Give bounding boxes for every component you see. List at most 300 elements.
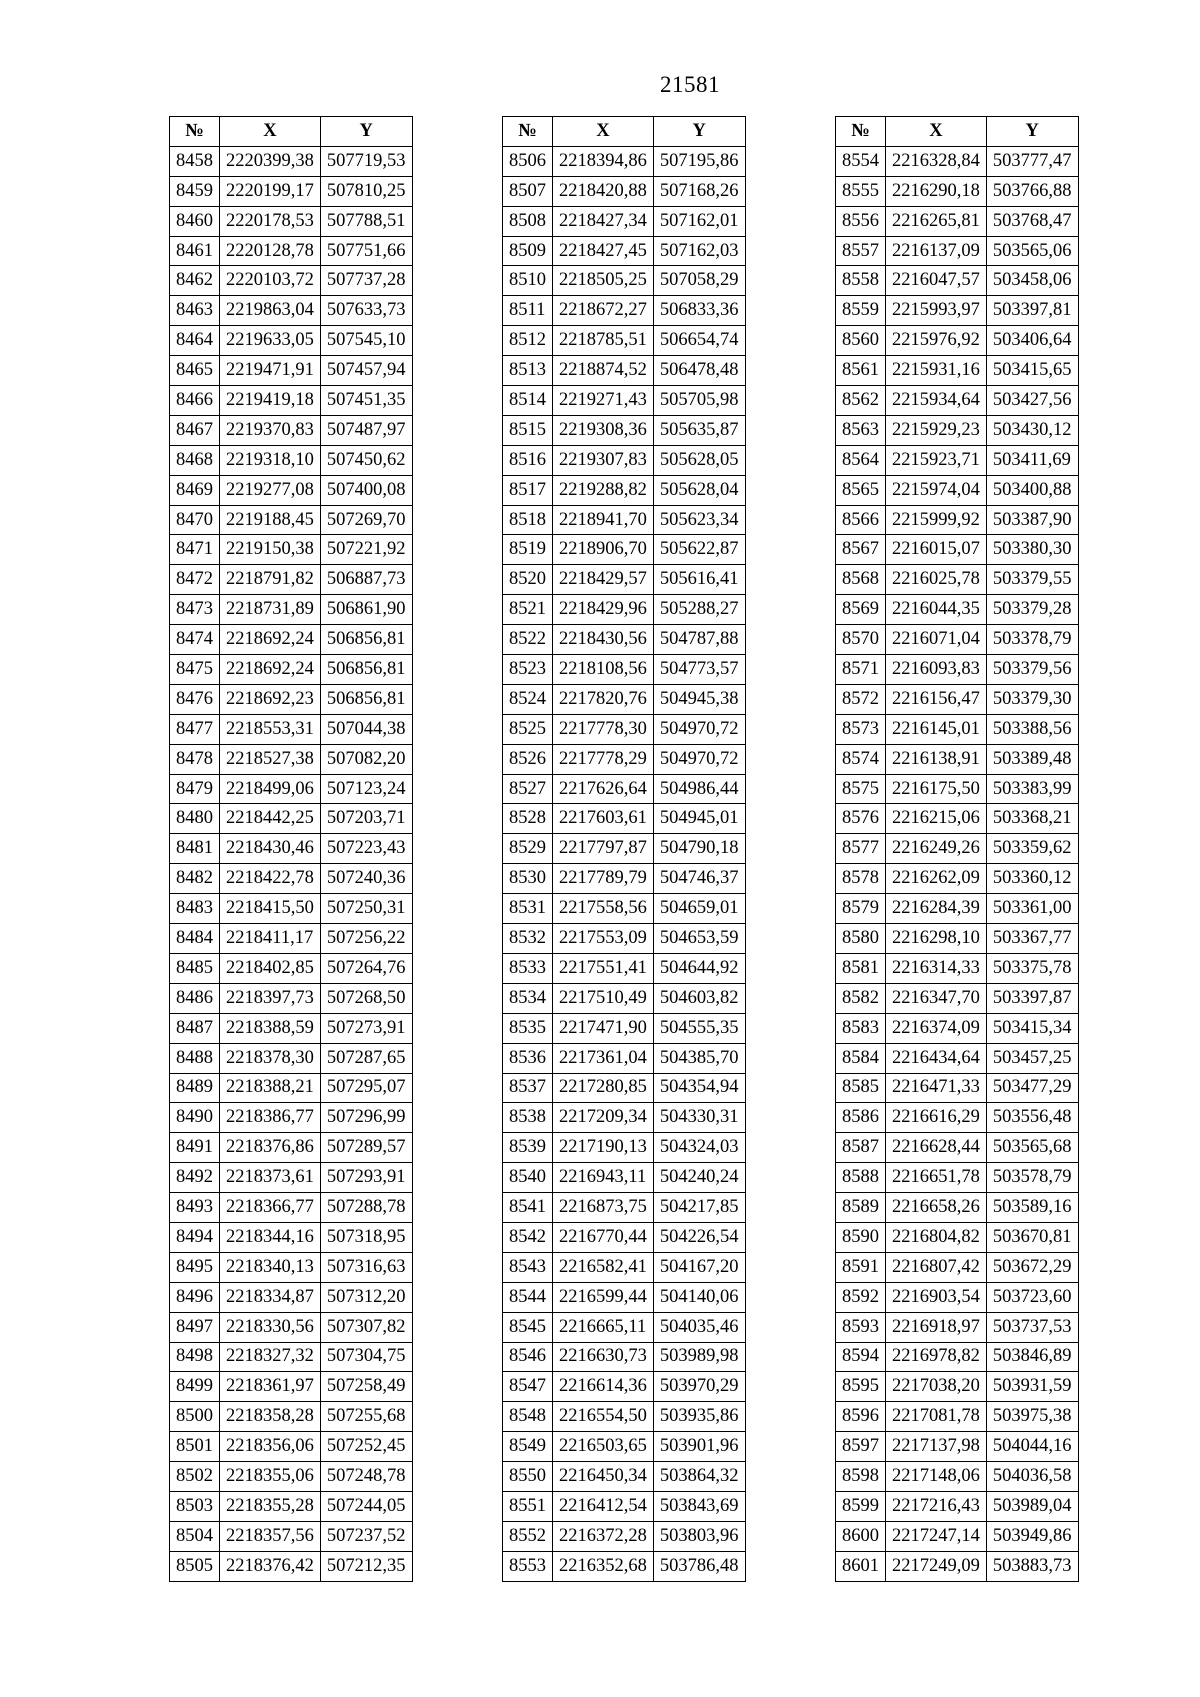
table-row xyxy=(836,1043,1079,1073)
table-row xyxy=(836,714,1079,744)
cell-number: 8518 xyxy=(503,505,553,535)
cell-number: 8549 xyxy=(503,1432,553,1462)
table-row xyxy=(836,535,1079,565)
cell-number: 8588 xyxy=(836,1163,886,1193)
cell-number: 8576 xyxy=(836,804,886,834)
cell-y: 503737,53 xyxy=(986,1312,1078,1342)
table-row xyxy=(503,1402,746,1432)
cell-y: 505705,98 xyxy=(653,386,745,416)
table-row xyxy=(170,894,413,924)
cell-number: 8462 xyxy=(170,266,220,296)
cell-y: 507296,99 xyxy=(320,1103,412,1133)
cell-x: 2217626,64 xyxy=(553,774,654,804)
cell-x: 2216156,47 xyxy=(886,684,987,714)
cell-y: 503458,06 xyxy=(986,266,1078,296)
cell-y: 505623,34 xyxy=(653,505,745,535)
cell-x: 2217190,13 xyxy=(553,1133,654,1163)
cell-number: 8562 xyxy=(836,386,886,416)
cell-x: 2219288,82 xyxy=(553,475,654,505)
cell-y: 507162,03 xyxy=(653,236,745,266)
cell-number: 8569 xyxy=(836,595,886,625)
cell-x: 2217148,06 xyxy=(886,1462,987,1492)
cell-y: 507195,86 xyxy=(653,146,745,176)
table-row xyxy=(503,1252,746,1282)
cell-y: 503379,55 xyxy=(986,565,1078,595)
cell-number: 8567 xyxy=(836,535,886,565)
cell-x: 2217249,09 xyxy=(886,1551,987,1581)
cell-y: 503975,38 xyxy=(986,1402,1078,1432)
table-row xyxy=(836,744,1079,774)
cell-number: 8550 xyxy=(503,1462,553,1492)
cell-x: 2216943,11 xyxy=(553,1163,654,1193)
cell-number: 8474 xyxy=(170,625,220,655)
table-row xyxy=(170,356,413,386)
cell-x: 2216804,82 xyxy=(886,1222,987,1252)
cell-y: 507252,45 xyxy=(320,1432,412,1462)
cell-number: 8600 xyxy=(836,1521,886,1551)
table-row xyxy=(170,415,413,445)
cell-number: 8478 xyxy=(170,744,220,774)
cell-y: 503400,88 xyxy=(986,475,1078,505)
cell-y: 507316,63 xyxy=(320,1252,412,1282)
cell-number: 8470 xyxy=(170,505,220,535)
cell-x: 2216328,84 xyxy=(886,146,987,176)
cell-y: 507451,35 xyxy=(320,386,412,416)
cell-y: 504773,57 xyxy=(653,655,745,685)
cell-number: 8580 xyxy=(836,924,886,954)
table-row xyxy=(170,1282,413,1312)
cell-y: 507450,62 xyxy=(320,445,412,475)
cell-number: 8494 xyxy=(170,1222,220,1252)
table-row xyxy=(503,1462,746,1492)
header-x: X xyxy=(220,117,321,147)
cell-y: 503361,00 xyxy=(986,894,1078,924)
cell-y: 503565,68 xyxy=(986,1133,1078,1163)
cell-number: 8495 xyxy=(170,1252,220,1282)
cell-x: 2217137,98 xyxy=(886,1432,987,1462)
table-row xyxy=(170,924,413,954)
cell-number: 8555 xyxy=(836,176,886,206)
cell-x: 2218327,32 xyxy=(220,1342,321,1372)
cell-number: 8477 xyxy=(170,714,220,744)
cell-x: 2216262,09 xyxy=(886,864,987,894)
table-row xyxy=(836,1073,1079,1103)
cell-number: 8587 xyxy=(836,1133,886,1163)
cell-x: 2216175,50 xyxy=(886,774,987,804)
cell-y: 503406,64 xyxy=(986,326,1078,356)
cell-number: 8574 xyxy=(836,744,886,774)
cell-x: 2218791,82 xyxy=(220,565,321,595)
table-row xyxy=(836,1222,1079,1252)
cell-y: 504385,70 xyxy=(653,1043,745,1073)
table-row xyxy=(836,1252,1079,1282)
table-row xyxy=(170,953,413,983)
cell-y: 503415,65 xyxy=(986,356,1078,386)
cell-number: 8463 xyxy=(170,296,220,326)
cell-number: 8526 xyxy=(503,744,553,774)
header-y: Y xyxy=(653,117,745,147)
cell-x: 2218344,16 xyxy=(220,1222,321,1252)
cell-x: 2216434,64 xyxy=(886,1043,987,1073)
cell-y: 504555,35 xyxy=(653,1013,745,1043)
table-body xyxy=(503,146,746,1581)
cell-x: 2217471,90 xyxy=(553,1013,654,1043)
table-row xyxy=(836,953,1079,983)
cell-x: 2216658,26 xyxy=(886,1193,987,1223)
cell-number: 8461 xyxy=(170,236,220,266)
cell-y: 507268,50 xyxy=(320,983,412,1013)
table-row xyxy=(170,326,413,356)
cell-x: 2216582,41 xyxy=(553,1252,654,1282)
cell-y: 504945,01 xyxy=(653,804,745,834)
cell-number: 8542 xyxy=(503,1222,553,1252)
cell-x: 2218373,61 xyxy=(220,1163,321,1193)
cell-x: 2216628,44 xyxy=(886,1133,987,1163)
cell-x: 2216314,33 xyxy=(886,953,987,983)
table-row xyxy=(503,206,746,236)
table-row xyxy=(836,1491,1079,1521)
table-row xyxy=(503,804,746,834)
cell-number: 8596 xyxy=(836,1402,886,1432)
cell-x: 2217551,41 xyxy=(553,953,654,983)
cell-number: 8464 xyxy=(170,326,220,356)
cell-number: 8508 xyxy=(503,206,553,236)
cell-number: 8529 xyxy=(503,834,553,864)
table-row xyxy=(503,445,746,475)
cell-y: 504036,58 xyxy=(986,1462,1078,1492)
cell-number: 8533 xyxy=(503,953,553,983)
cell-number: 8528 xyxy=(503,804,553,834)
table-row xyxy=(503,1222,746,1252)
cell-y: 507258,49 xyxy=(320,1372,412,1402)
cell-x: 2220128,78 xyxy=(220,236,321,266)
table-row xyxy=(503,894,746,924)
cell-number: 8543 xyxy=(503,1252,553,1282)
table-row xyxy=(836,924,1079,954)
cell-x: 2217209,34 xyxy=(553,1103,654,1133)
cell-x: 2216503,65 xyxy=(553,1432,654,1462)
cell-x: 2219419,18 xyxy=(220,386,321,416)
cell-number: 8472 xyxy=(170,565,220,595)
cell-y: 506856,81 xyxy=(320,684,412,714)
cell-number: 8512 xyxy=(503,326,553,356)
cell-number: 8577 xyxy=(836,834,886,864)
cell-y: 503383,99 xyxy=(986,774,1078,804)
table-row xyxy=(503,266,746,296)
cell-y: 503368,21 xyxy=(986,804,1078,834)
cell-y: 507162,01 xyxy=(653,206,745,236)
cell-x: 2218422,78 xyxy=(220,864,321,894)
table-row xyxy=(503,1103,746,1133)
cell-y: 503378,79 xyxy=(986,625,1078,655)
table-row xyxy=(836,595,1079,625)
table-row xyxy=(503,1312,746,1342)
table-row xyxy=(503,953,746,983)
table-row xyxy=(503,983,746,1013)
cell-y: 507244,05 xyxy=(320,1491,412,1521)
table-row xyxy=(836,1432,1079,1462)
cell-x: 2219471,91 xyxy=(220,356,321,386)
cell-y: 506856,81 xyxy=(320,625,412,655)
table-row xyxy=(836,176,1079,206)
header-x: X xyxy=(886,117,987,147)
cell-x: 2216412,54 xyxy=(553,1491,654,1521)
table-row xyxy=(170,774,413,804)
cell-number: 8484 xyxy=(170,924,220,954)
cell-number: 8519 xyxy=(503,535,553,565)
cell-y: 505288,27 xyxy=(653,595,745,625)
table-row xyxy=(503,684,746,714)
table-row xyxy=(170,1491,413,1521)
cell-number: 8522 xyxy=(503,625,553,655)
table-row xyxy=(170,146,413,176)
cell-x: 2216616,29 xyxy=(886,1103,987,1133)
cell-number: 8496 xyxy=(170,1282,220,1312)
cell-x: 2217778,29 xyxy=(553,744,654,774)
cell-number: 8589 xyxy=(836,1193,886,1223)
cell-x: 2216071,04 xyxy=(886,625,987,655)
cell-number: 8500 xyxy=(170,1402,220,1432)
cell-y: 503411,69 xyxy=(986,445,1078,475)
cell-number: 8479 xyxy=(170,774,220,804)
cell-x: 2218394,86 xyxy=(553,146,654,176)
cell-y: 507123,24 xyxy=(320,774,412,804)
table-row xyxy=(836,1551,1079,1581)
table-row xyxy=(170,1013,413,1043)
header-number: № xyxy=(170,117,220,147)
cell-number: 8485 xyxy=(170,953,220,983)
cell-number: 8586 xyxy=(836,1103,886,1133)
cell-number: 8601 xyxy=(836,1551,886,1581)
cell-y: 507223,43 xyxy=(320,834,412,864)
cell-x: 2217820,76 xyxy=(553,684,654,714)
cell-x: 2216372,28 xyxy=(553,1521,654,1551)
table-row xyxy=(503,1013,746,1043)
cell-x: 2219307,83 xyxy=(553,445,654,475)
table-header-row xyxy=(170,117,413,147)
cell-x: 2216138,91 xyxy=(886,744,987,774)
header-y: Y xyxy=(986,117,1078,147)
cell-x: 2215923,71 xyxy=(886,445,987,475)
table-row xyxy=(503,1491,746,1521)
cell-x: 2217603,61 xyxy=(553,804,654,834)
cell-x: 2216599,44 xyxy=(553,1282,654,1312)
cell-number: 8490 xyxy=(170,1103,220,1133)
cell-x: 2216978,82 xyxy=(886,1342,987,1372)
cell-y: 504044,16 xyxy=(986,1432,1078,1462)
cell-x: 2219277,08 xyxy=(220,475,321,505)
cell-x: 2218941,70 xyxy=(553,505,654,535)
cell-y: 503360,12 xyxy=(986,864,1078,894)
table-row xyxy=(170,1133,413,1163)
cell-x: 2216025,78 xyxy=(886,565,987,595)
table-row xyxy=(503,146,746,176)
cell-number: 8520 xyxy=(503,565,553,595)
cell-y: 504035,46 xyxy=(653,1312,745,1342)
cell-x: 2216093,83 xyxy=(886,655,987,685)
cell-x: 2220199,17 xyxy=(220,176,321,206)
table-row xyxy=(170,206,413,236)
cell-number: 8554 xyxy=(836,146,886,176)
cell-x: 2218357,56 xyxy=(220,1521,321,1551)
cell-number: 8465 xyxy=(170,356,220,386)
cell-x: 2216249,26 xyxy=(886,834,987,864)
cell-x: 2218366,77 xyxy=(220,1193,321,1223)
table-row xyxy=(836,1312,1079,1342)
cell-x: 2215929,23 xyxy=(886,415,987,445)
cell-x: 2218785,51 xyxy=(553,326,654,356)
cell-number: 8510 xyxy=(503,266,553,296)
cell-number: 8597 xyxy=(836,1432,886,1462)
cell-y: 504970,72 xyxy=(653,744,745,774)
cell-y: 503672,29 xyxy=(986,1252,1078,1282)
table-row xyxy=(836,774,1079,804)
cell-y: 504167,20 xyxy=(653,1252,745,1282)
cell-y: 503970,29 xyxy=(653,1372,745,1402)
cell-number: 8552 xyxy=(503,1521,553,1551)
cell-y: 504217,85 xyxy=(653,1193,745,1223)
cell-y: 504324,03 xyxy=(653,1133,745,1163)
cell-number: 8579 xyxy=(836,894,886,924)
table-row xyxy=(503,475,746,505)
header-y: Y xyxy=(320,117,412,147)
table-row xyxy=(836,834,1079,864)
cell-y: 503389,48 xyxy=(986,744,1078,774)
cell-y: 503379,56 xyxy=(986,655,1078,685)
cell-number: 8563 xyxy=(836,415,886,445)
table-row xyxy=(836,1402,1079,1432)
cell-x: 2218731,89 xyxy=(220,595,321,625)
table-row xyxy=(170,834,413,864)
table-row xyxy=(836,1372,1079,1402)
cell-y: 507288,78 xyxy=(320,1193,412,1223)
cell-number: 8599 xyxy=(836,1491,886,1521)
cell-number: 8504 xyxy=(170,1521,220,1551)
cell-y: 503359,62 xyxy=(986,834,1078,864)
cell-y: 504659,01 xyxy=(653,894,745,924)
cell-y: 507400,08 xyxy=(320,475,412,505)
cell-number: 8568 xyxy=(836,565,886,595)
table-row xyxy=(836,565,1079,595)
cell-number: 8483 xyxy=(170,894,220,924)
table-row xyxy=(503,1043,746,1073)
cell-y: 504970,72 xyxy=(653,714,745,744)
cell-number: 8585 xyxy=(836,1073,886,1103)
cell-x: 2219308,36 xyxy=(553,415,654,445)
cell-x: 2217789,79 xyxy=(553,864,654,894)
cell-number: 8583 xyxy=(836,1013,886,1043)
cell-y: 507256,22 xyxy=(320,924,412,954)
cell-x: 2218427,45 xyxy=(553,236,654,266)
cell-number: 8564 xyxy=(836,445,886,475)
cell-number: 8541 xyxy=(503,1193,553,1223)
cell-number: 8515 xyxy=(503,415,553,445)
cell-y: 507312,20 xyxy=(320,1282,412,1312)
cell-y: 503949,86 xyxy=(986,1521,1078,1551)
table-row xyxy=(503,834,746,864)
cell-x: 2216347,70 xyxy=(886,983,987,1013)
cell-x: 2218361,97 xyxy=(220,1372,321,1402)
cell-y: 507751,66 xyxy=(320,236,412,266)
cell-x: 2218402,85 xyxy=(220,953,321,983)
table-row xyxy=(836,1193,1079,1223)
cell-y: 505616,41 xyxy=(653,565,745,595)
cell-y: 504790,18 xyxy=(653,834,745,864)
cell-y: 507237,52 xyxy=(320,1521,412,1551)
cell-y: 506856,81 xyxy=(320,655,412,685)
cell-y: 503803,96 xyxy=(653,1521,745,1551)
cell-x: 2217553,09 xyxy=(553,924,654,954)
cell-number: 8499 xyxy=(170,1372,220,1402)
table-row xyxy=(836,1521,1079,1551)
table-row xyxy=(503,236,746,266)
cell-x: 2218553,31 xyxy=(220,714,321,744)
table-row xyxy=(503,1372,746,1402)
cell-x: 2218906,70 xyxy=(553,535,654,565)
table-row xyxy=(836,386,1079,416)
table-row xyxy=(170,804,413,834)
cell-number: 8537 xyxy=(503,1073,553,1103)
table-row xyxy=(170,1222,413,1252)
table-row xyxy=(170,445,413,475)
cell-x: 2216137,09 xyxy=(886,236,987,266)
table-body xyxy=(170,146,413,1581)
cell-number: 8560 xyxy=(836,326,886,356)
cell-number: 8584 xyxy=(836,1043,886,1073)
cell-number: 8544 xyxy=(503,1282,553,1312)
cell-x: 2218334,87 xyxy=(220,1282,321,1312)
table-row xyxy=(170,1432,413,1462)
cell-number: 8511 xyxy=(503,296,553,326)
cell-y: 503397,81 xyxy=(986,296,1078,326)
cell-number: 8559 xyxy=(836,296,886,326)
table-row xyxy=(170,1252,413,1282)
table-row xyxy=(836,236,1079,266)
cell-x: 2215974,04 xyxy=(886,475,987,505)
cell-x: 2215999,92 xyxy=(886,505,987,535)
cell-y: 504354,94 xyxy=(653,1073,745,1103)
cell-y: 507304,75 xyxy=(320,1342,412,1372)
cell-y: 507240,36 xyxy=(320,864,412,894)
cell-x: 2216374,09 xyxy=(886,1013,987,1043)
cell-y: 507457,94 xyxy=(320,356,412,386)
cell-x: 2218397,73 xyxy=(220,983,321,1013)
cell-y: 507255,68 xyxy=(320,1402,412,1432)
cell-x: 2217038,20 xyxy=(886,1372,987,1402)
cell-y: 503380,30 xyxy=(986,535,1078,565)
table-row xyxy=(503,176,746,206)
cell-y: 507269,70 xyxy=(320,505,412,535)
table-row xyxy=(503,1163,746,1193)
cell-number: 8482 xyxy=(170,864,220,894)
cell-y: 507168,26 xyxy=(653,176,745,206)
cell-number: 8540 xyxy=(503,1163,553,1193)
cell-y: 504787,88 xyxy=(653,625,745,655)
cell-x: 2218376,86 xyxy=(220,1133,321,1163)
cell-number: 8536 xyxy=(503,1043,553,1073)
cell-y: 503556,48 xyxy=(986,1103,1078,1133)
cell-x: 2217216,43 xyxy=(886,1491,987,1521)
table-row xyxy=(503,1342,746,1372)
cell-y: 503430,12 xyxy=(986,415,1078,445)
cell-y: 503589,16 xyxy=(986,1193,1078,1223)
cell-number: 8493 xyxy=(170,1193,220,1223)
table-row xyxy=(836,146,1079,176)
cell-number: 8592 xyxy=(836,1282,886,1312)
table-row xyxy=(170,1462,413,1492)
cell-number: 8516 xyxy=(503,445,553,475)
table-row xyxy=(503,505,746,535)
